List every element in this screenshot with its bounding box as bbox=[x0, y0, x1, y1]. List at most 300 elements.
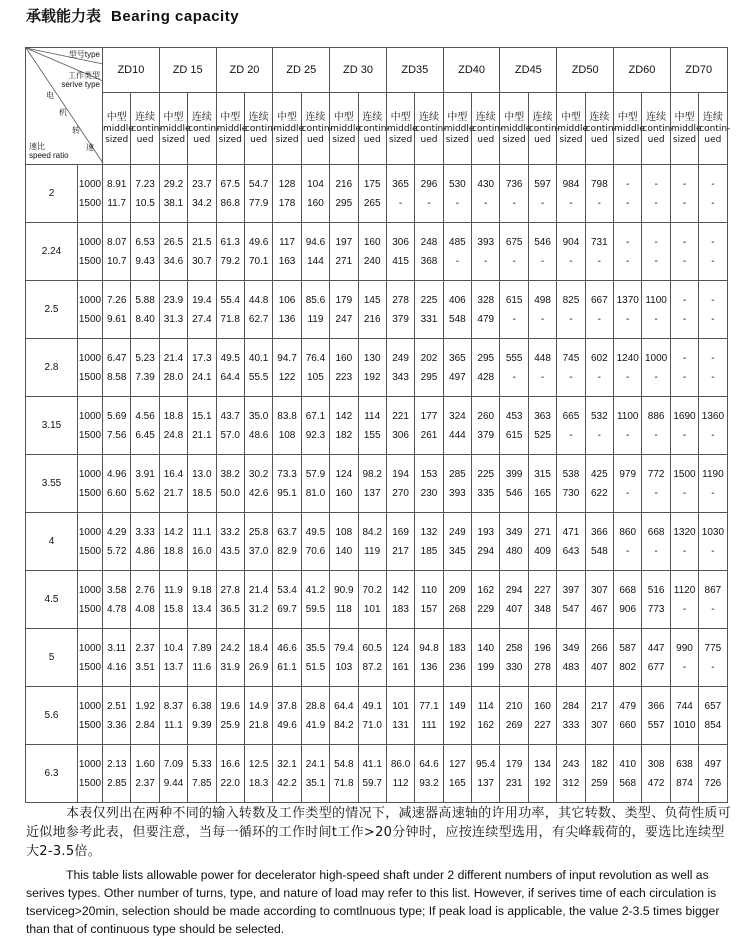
corner-ratio-cn: 速比 bbox=[29, 142, 45, 151]
power-value: 130 bbox=[363, 352, 381, 364]
power-value-cell bbox=[273, 223, 301, 281]
power-value: - bbox=[569, 197, 573, 209]
type-cn: 连续 bbox=[532, 111, 553, 123]
power-value-cell bbox=[699, 223, 727, 281]
power-value: 3.11 bbox=[107, 642, 127, 654]
power-value: 324 bbox=[449, 410, 466, 422]
type-en-2: ued bbox=[420, 134, 438, 145]
type-en-1: contin- bbox=[528, 123, 560, 134]
power-value: - bbox=[626, 255, 630, 267]
power-value-cell bbox=[699, 745, 727, 803]
power-value-cell bbox=[443, 687, 471, 745]
power-value: 10.4 bbox=[163, 642, 184, 654]
power-value-cell bbox=[131, 339, 159, 397]
power-value-cell bbox=[415, 513, 443, 571]
power-value: 7.09 bbox=[163, 758, 184, 770]
power-value: 343 bbox=[392, 371, 409, 383]
motor-speed-value: 1500 bbox=[78, 661, 102, 673]
type-en-1: contin- bbox=[131, 123, 163, 134]
power-value: 18.3 bbox=[248, 777, 269, 789]
type-en-1: contin- bbox=[188, 123, 220, 134]
power-value-cell bbox=[500, 571, 528, 629]
power-value-cell bbox=[103, 687, 131, 745]
motor-speed-value: 1000 bbox=[78, 700, 102, 712]
power-value-cell bbox=[443, 339, 471, 397]
model-header: ZD 20 bbox=[216, 48, 273, 93]
motor-speed-value: 1500 bbox=[78, 371, 102, 383]
power-value: 43.7 bbox=[220, 410, 240, 422]
power-value-cell bbox=[103, 281, 131, 339]
power-value: 124 bbox=[392, 642, 409, 654]
power-value: 736 bbox=[505, 178, 523, 190]
power-value: 5.62 bbox=[135, 487, 155, 499]
table-row bbox=[26, 397, 728, 455]
power-value-cell bbox=[699, 513, 727, 571]
power-value: 32.1 bbox=[277, 758, 297, 770]
power-value: 110 bbox=[421, 584, 437, 596]
power-value: 4.96 bbox=[106, 468, 127, 480]
power-value: 6.60 bbox=[106, 487, 127, 499]
type-en-2: ued bbox=[363, 134, 381, 145]
power-value: 67.5 bbox=[220, 178, 240, 190]
power-value: 348 bbox=[534, 603, 551, 615]
motor-speed-value: 1000 bbox=[78, 758, 102, 770]
power-value: 169 bbox=[392, 526, 409, 538]
power-value: 6.45 bbox=[135, 429, 155, 441]
power-value: - bbox=[626, 197, 630, 209]
type-en-2: sized bbox=[672, 134, 697, 145]
type-cn: 中型 bbox=[163, 111, 184, 123]
power-value-cell bbox=[103, 745, 131, 803]
power-value-cell bbox=[330, 397, 358, 455]
power-value: 225 bbox=[420, 294, 438, 306]
type-header-middle bbox=[103, 93, 134, 165]
power-value: 430 bbox=[477, 178, 495, 190]
power-value: 24.2 bbox=[220, 642, 240, 654]
motor-speed-value: 1500 bbox=[78, 197, 102, 209]
power-value: 182 bbox=[590, 758, 608, 770]
power-value: 798 bbox=[590, 178, 608, 190]
power-value-cell bbox=[614, 455, 642, 513]
power-value: 597 bbox=[534, 178, 551, 190]
power-value: 38.1 bbox=[163, 197, 184, 209]
power-value: - bbox=[682, 197, 687, 209]
power-value-cell bbox=[557, 339, 585, 397]
power-value: 114 bbox=[477, 700, 494, 712]
power-value: 1320 bbox=[673, 526, 696, 538]
power-value-cell bbox=[188, 687, 216, 745]
power-value: 538 bbox=[562, 468, 580, 480]
power-value: 775 bbox=[704, 642, 722, 654]
power-value: - bbox=[654, 236, 658, 248]
type-en-2: ued bbox=[534, 134, 552, 145]
power-value: 136 bbox=[278, 313, 296, 325]
power-value: 37.8 bbox=[277, 700, 297, 712]
power-value: 192 bbox=[363, 371, 381, 383]
power-value: - bbox=[626, 371, 630, 383]
power-value-cell bbox=[699, 629, 727, 687]
power-value: 49.6 bbox=[248, 236, 269, 248]
power-value: 1370 bbox=[616, 294, 639, 306]
power-value: 13.7 bbox=[163, 661, 184, 673]
power-value-cell bbox=[557, 281, 585, 339]
power-value: 160 bbox=[307, 197, 324, 209]
power-value: 284 bbox=[562, 700, 580, 712]
power-value: 904 bbox=[562, 236, 580, 248]
power-value-cell bbox=[358, 513, 386, 571]
power-value: - bbox=[711, 313, 715, 325]
power-value-cell bbox=[188, 513, 216, 571]
power-value: - bbox=[682, 487, 687, 499]
corner-worktype-cn: 工作类型 bbox=[68, 71, 100, 80]
power-value-cell bbox=[330, 513, 358, 571]
power-value-cell bbox=[131, 513, 159, 571]
power-value-cell bbox=[159, 223, 187, 281]
power-value: 221 bbox=[392, 410, 409, 422]
type-en-1: middle bbox=[159, 123, 191, 134]
power-value: 1.60 bbox=[135, 758, 155, 770]
power-value-cell bbox=[159, 281, 187, 339]
power-value: 192 bbox=[449, 719, 466, 731]
power-value: - bbox=[597, 313, 601, 325]
power-value-cell bbox=[330, 455, 358, 513]
speed-ratio-cell: 4.5 bbox=[26, 571, 78, 629]
power-value-cell bbox=[557, 513, 585, 571]
power-value: 114 bbox=[364, 410, 381, 422]
power-value-cell bbox=[216, 397, 244, 455]
type-en-2: ued bbox=[306, 134, 324, 145]
power-value-cell bbox=[159, 339, 187, 397]
power-value: 1190 bbox=[702, 468, 724, 480]
power-value: 35.1 bbox=[305, 777, 326, 789]
power-value: 35.0 bbox=[248, 410, 269, 422]
power-value: 498 bbox=[534, 294, 551, 306]
power-value-cell bbox=[273, 629, 301, 687]
power-value: 27.4 bbox=[192, 313, 212, 325]
power-value-cell bbox=[500, 281, 528, 339]
power-value: - bbox=[682, 545, 687, 557]
power-value: 243 bbox=[562, 758, 580, 770]
model-header: ZD70 bbox=[670, 48, 727, 93]
power-value-cell bbox=[188, 397, 216, 455]
type-header-middle bbox=[500, 93, 532, 165]
power-value: 9.39 bbox=[192, 719, 212, 731]
power-value-cell bbox=[585, 397, 613, 455]
type-header-middle bbox=[216, 93, 248, 165]
power-value-cell bbox=[614, 281, 642, 339]
power-value: 142 bbox=[335, 410, 353, 422]
power-value: 7.26 bbox=[106, 294, 127, 306]
power-value: 308 bbox=[647, 758, 665, 770]
model-header: ZD50 bbox=[557, 48, 614, 93]
header-row-types bbox=[26, 93, 728, 165]
power-value: 23.9 bbox=[163, 294, 184, 306]
power-value: 6.47 bbox=[106, 352, 127, 364]
power-value: - bbox=[682, 661, 687, 673]
power-value: - bbox=[682, 255, 687, 267]
power-value: 18.4 bbox=[248, 642, 269, 654]
power-value: 24.1 bbox=[192, 371, 212, 383]
power-value-cell bbox=[670, 165, 698, 223]
power-value: 409 bbox=[534, 545, 551, 557]
power-value: 134 bbox=[534, 758, 551, 770]
power-value-cell bbox=[670, 223, 698, 281]
type-header-middle bbox=[557, 93, 588, 165]
type-cn: 中型 bbox=[674, 111, 695, 123]
power-value: 21.5 bbox=[192, 236, 212, 248]
power-value: 122 bbox=[278, 371, 296, 383]
power-value: 296 bbox=[420, 178, 438, 190]
power-value: 497 bbox=[449, 371, 466, 383]
power-value: 555 bbox=[505, 352, 523, 364]
power-value-cell bbox=[443, 281, 471, 339]
power-value: 643 bbox=[562, 545, 580, 557]
power-value: 638 bbox=[676, 758, 693, 770]
power-value: 4.56 bbox=[135, 410, 155, 422]
power-value-cell bbox=[557, 223, 585, 281]
power-value: 18.5 bbox=[192, 487, 212, 499]
power-value-cell bbox=[557, 165, 585, 223]
power-value-cell bbox=[472, 455, 500, 513]
type-en-1: middle bbox=[443, 123, 475, 134]
power-value: 76.4 bbox=[305, 352, 326, 364]
power-value: 665 bbox=[562, 410, 580, 422]
power-value: 106 bbox=[278, 294, 296, 306]
power-value-cell bbox=[585, 223, 613, 281]
power-value: - bbox=[540, 371, 545, 383]
power-value: 21.4 bbox=[248, 584, 269, 596]
power-value: 193 bbox=[477, 526, 495, 538]
speed-ratio-cell: 5.6 bbox=[26, 687, 78, 745]
power-value-cell bbox=[614, 571, 642, 629]
power-value-cell bbox=[216, 281, 244, 339]
power-value: 64.4 bbox=[220, 371, 240, 383]
power-value: 410 bbox=[619, 758, 637, 770]
power-value: 77.9 bbox=[248, 197, 269, 209]
power-value: 363 bbox=[534, 410, 551, 422]
model-header: ZD 30 bbox=[330, 48, 387, 93]
power-value: 216 bbox=[335, 178, 353, 190]
power-value: 312 bbox=[562, 777, 580, 789]
power-value: 247 bbox=[335, 313, 353, 325]
power-value: 179 bbox=[335, 294, 353, 306]
power-value: - bbox=[682, 178, 687, 190]
power-value: 7.85 bbox=[192, 777, 212, 789]
power-value-cell bbox=[244, 397, 272, 455]
power-value: 1100 bbox=[645, 294, 667, 306]
type-cn: 连续 bbox=[589, 111, 610, 123]
model-header: ZD40 bbox=[443, 48, 500, 93]
corner-model-label: 型号type bbox=[68, 50, 100, 59]
motor-speed-value: 1000 bbox=[78, 410, 102, 422]
power-value: 285 bbox=[449, 468, 466, 480]
motor-speed-value: 1500 bbox=[78, 545, 102, 557]
power-value: 479 bbox=[477, 313, 495, 325]
motor-speed-value: 1000 bbox=[78, 236, 102, 248]
power-value: - bbox=[512, 255, 516, 267]
type-header-continued bbox=[699, 93, 731, 165]
corner-motor-1: 电 bbox=[46, 91, 54, 100]
power-value: 77.1 bbox=[419, 700, 439, 712]
power-value: 57.0 bbox=[220, 429, 240, 441]
power-value: 71.8 bbox=[220, 313, 240, 325]
power-value-cell bbox=[585, 281, 613, 339]
power-value: - bbox=[455, 255, 460, 267]
power-value-cell bbox=[557, 455, 585, 513]
type-header-continued bbox=[244, 93, 277, 165]
power-value-cell bbox=[216, 223, 244, 281]
power-value: 165 bbox=[449, 777, 466, 789]
power-value: 108 bbox=[278, 429, 296, 441]
power-value: 25.9 bbox=[220, 719, 240, 731]
power-value: 142 bbox=[392, 584, 409, 596]
power-value: - bbox=[626, 313, 630, 325]
power-value: 67.1 bbox=[305, 410, 326, 422]
corner-motor-2: 机 bbox=[59, 108, 67, 117]
power-value: 615 bbox=[505, 294, 523, 306]
power-value: 93.2 bbox=[419, 777, 439, 789]
table-row bbox=[26, 281, 728, 339]
power-value: 1100 bbox=[616, 410, 639, 422]
power-value-cell bbox=[670, 629, 698, 687]
power-value-cell bbox=[528, 629, 556, 687]
power-value-cell bbox=[500, 745, 528, 803]
type-en-2: sized bbox=[389, 134, 413, 145]
table-row bbox=[26, 513, 728, 571]
power-value: 9.43 bbox=[135, 255, 155, 267]
power-value: 4.86 bbox=[135, 545, 155, 557]
power-value: 11.7 bbox=[107, 197, 127, 209]
power-value: 270 bbox=[392, 487, 409, 499]
power-value: 37.0 bbox=[248, 545, 269, 557]
power-value: - bbox=[654, 178, 658, 190]
power-value: 448 bbox=[534, 352, 551, 364]
type-header-continued bbox=[528, 93, 560, 165]
power-value: 104 bbox=[307, 178, 324, 190]
power-value: 22.0 bbox=[220, 777, 240, 789]
power-value-cell bbox=[358, 281, 386, 339]
power-value: 331 bbox=[420, 313, 438, 325]
power-value: 335 bbox=[477, 487, 495, 499]
power-value: 71.8 bbox=[334, 777, 354, 789]
motor-speed-value: 1000 bbox=[78, 584, 102, 596]
power-value-cell bbox=[131, 687, 159, 745]
power-value: - bbox=[654, 371, 658, 383]
power-value: 668 bbox=[619, 584, 637, 596]
power-value-cell bbox=[415, 281, 443, 339]
power-value-cell bbox=[614, 629, 642, 687]
power-value-cell bbox=[330, 223, 358, 281]
power-value-cell bbox=[131, 629, 159, 687]
model-header: ZD60 bbox=[614, 48, 671, 93]
power-value: 34.6 bbox=[163, 255, 184, 267]
power-value-cell bbox=[500, 513, 528, 571]
power-value-cell bbox=[330, 281, 358, 339]
power-value: 4.29 bbox=[106, 526, 127, 538]
power-value-cell bbox=[330, 571, 358, 629]
power-value: 33.2 bbox=[220, 526, 240, 538]
power-value-cell bbox=[330, 745, 358, 803]
type-en-1: contin- bbox=[699, 123, 731, 134]
power-value: 480 bbox=[505, 545, 523, 557]
type-en-1: contin- bbox=[301, 123, 333, 134]
power-value-cell bbox=[131, 571, 159, 629]
power-value: 64.4 bbox=[334, 700, 354, 712]
model-header: ZD10 bbox=[103, 48, 160, 93]
power-value: 5.88 bbox=[135, 294, 155, 306]
type-cn: 中型 bbox=[560, 111, 581, 123]
power-value-cell bbox=[670, 281, 698, 339]
power-value-cell bbox=[614, 223, 642, 281]
type-header-middle bbox=[614, 93, 645, 165]
power-value: 365 bbox=[449, 352, 466, 364]
motor-speed-value: 1500 bbox=[78, 313, 102, 325]
power-value: 194 bbox=[392, 468, 409, 480]
power-value: - bbox=[682, 313, 687, 325]
power-value: 15.1 bbox=[192, 410, 212, 422]
power-value: 18.8 bbox=[163, 545, 184, 557]
power-value: 1120 bbox=[673, 584, 696, 596]
motor-speed-value: 1000 bbox=[78, 294, 102, 306]
power-value: 64.6 bbox=[419, 758, 439, 770]
power-value-cell bbox=[103, 455, 131, 513]
power-value: 41.9 bbox=[305, 719, 326, 731]
type-cn: 中型 bbox=[504, 111, 525, 123]
power-value: - bbox=[682, 352, 687, 364]
type-header-continued bbox=[585, 93, 617, 165]
power-value: - bbox=[512, 197, 516, 209]
power-value: 667 bbox=[590, 294, 608, 306]
power-value: 42.2 bbox=[277, 777, 297, 789]
power-value: 874 bbox=[676, 777, 693, 789]
power-value: 36.5 bbox=[220, 603, 240, 615]
power-value: 163 bbox=[278, 255, 296, 267]
power-value: 86.8 bbox=[220, 197, 240, 209]
type-cn: 中型 bbox=[617, 111, 638, 123]
power-value: - bbox=[654, 313, 658, 325]
motor-speed-cell bbox=[78, 281, 103, 339]
power-value-cell bbox=[386, 687, 414, 745]
power-value: 140 bbox=[335, 545, 353, 557]
power-value: - bbox=[626, 487, 630, 499]
power-value: 854 bbox=[704, 719, 722, 731]
power-value: 82.9 bbox=[277, 545, 297, 557]
power-value-cell bbox=[585, 339, 613, 397]
type-header-continued bbox=[642, 93, 674, 165]
power-value-cell bbox=[472, 281, 500, 339]
power-value: 183 bbox=[392, 603, 409, 615]
power-value-cell bbox=[358, 687, 386, 745]
power-value: 428 bbox=[477, 371, 495, 383]
power-value: 227 bbox=[534, 584, 551, 596]
model-header: ZD 15 bbox=[159, 48, 216, 93]
table-row bbox=[26, 165, 728, 223]
power-value-cell bbox=[528, 223, 556, 281]
power-value-cell bbox=[670, 571, 698, 629]
power-value-cell bbox=[216, 339, 244, 397]
power-value: 86.0 bbox=[390, 758, 411, 770]
power-value-cell bbox=[443, 455, 471, 513]
power-value: 8.40 bbox=[135, 313, 155, 325]
power-value: 30.2 bbox=[248, 468, 269, 480]
power-value-cell bbox=[415, 571, 443, 629]
power-value: 5.23 bbox=[135, 352, 155, 364]
power-value-cell bbox=[159, 571, 187, 629]
power-value-cell bbox=[443, 165, 471, 223]
power-value: 124 bbox=[335, 468, 353, 480]
power-value-cell bbox=[188, 571, 216, 629]
power-value: 294 bbox=[505, 584, 523, 596]
